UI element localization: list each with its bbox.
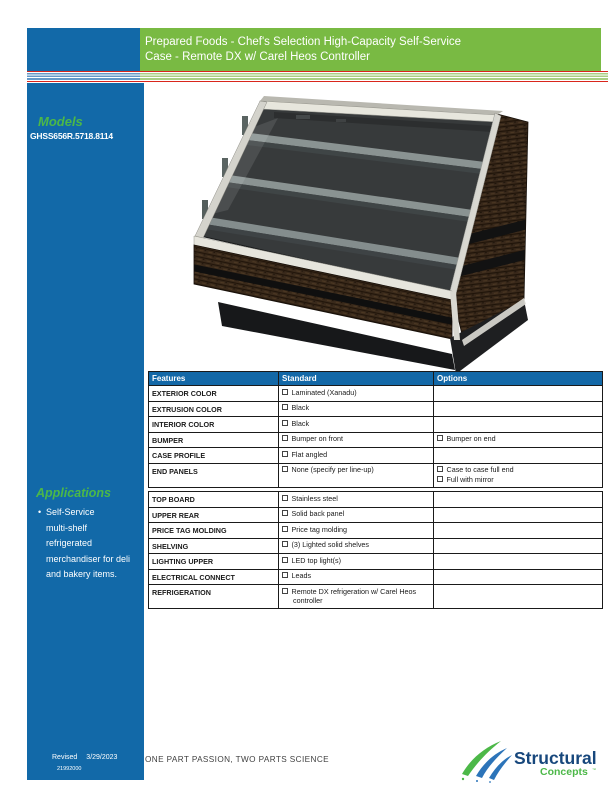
page-title-line2: Case - Remote DX w/ Carel Heos Controller [145, 51, 370, 63]
standard-cell [279, 448, 434, 464]
option-text: LED top light(s) [291, 555, 342, 565]
checkbox-icon [282, 588, 288, 594]
table-header-row [149, 372, 603, 386]
feature-cell: UPPER REAR [149, 507, 279, 523]
standard-cell [279, 569, 434, 585]
standard-cell [279, 417, 434, 433]
table-row [149, 492, 603, 508]
column-header-standard: Standard [279, 372, 434, 386]
feature-cell: CASE PROFILE [149, 448, 279, 464]
header-blue-block [27, 28, 140, 71]
feature-cell: LIGHTING UPPER [149, 554, 279, 570]
standard-cell [279, 538, 434, 554]
options-cell [434, 523, 603, 539]
table-row [149, 585, 603, 609]
checkbox-icon [437, 435, 443, 441]
logo-swoosh-icon [462, 741, 512, 783]
application-line: Self-Service [46, 507, 95, 517]
checkbox-icon [282, 420, 288, 426]
feature-cell: SHELVING [149, 538, 279, 554]
feature-cell: END PANELS [149, 463, 279, 488]
option-text: (3) Lighted solid shelves [291, 540, 370, 550]
bullet-icon: • [38, 507, 42, 517]
revised-line [52, 754, 117, 761]
standard-cell [279, 507, 434, 523]
checkbox-icon [282, 572, 288, 578]
option-text: Case to case full end [446, 465, 514, 474]
option-text: Price tag molding [291, 524, 348, 534]
product-illustration [186, 88, 552, 374]
options-cell [434, 417, 603, 433]
sidebar [27, 83, 144, 780]
standard-cell [279, 585, 434, 609]
options-cell [434, 492, 603, 508]
option-text: Black [291, 418, 310, 428]
checkbox-icon [282, 404, 288, 410]
option-text: Laminated (Xanadu) [291, 387, 357, 397]
applications-item [38, 505, 138, 583]
feature-cell: EXTERIOR COLOR [149, 386, 279, 402]
option-text: Full with mirror [446, 475, 494, 485]
checkbox-icon [282, 541, 288, 547]
options-cell [434, 538, 603, 554]
checkbox-icon [437, 476, 443, 482]
column-header-options: Options [434, 372, 603, 386]
applications-heading: Applications [36, 486, 112, 500]
feature-cell: REFRIGERATION [149, 585, 279, 609]
feature-cell: INTERIOR COLOR [149, 417, 279, 433]
features-table-2 [148, 491, 603, 609]
structural-concepts-logo [456, 741, 604, 783]
option-text: Remote DX refrigeration w/ Carel Heos controller [291, 586, 417, 606]
standard-cell [279, 463, 434, 488]
stripe-segment-blue [27, 72, 140, 81]
table-row [149, 448, 603, 464]
option-text: Flat angled [291, 449, 328, 459]
checkbox-icon [437, 466, 443, 472]
features-section [148, 371, 602, 609]
checkbox-icon [282, 435, 288, 441]
table-row [149, 401, 603, 417]
standard-cell [279, 401, 434, 417]
table-row [149, 523, 603, 539]
application-line: and bakery items. [46, 569, 118, 579]
table-row [149, 463, 603, 488]
stripe-segment-green [140, 72, 608, 81]
feature-cell: EXTRUSION COLOR [149, 401, 279, 417]
checkbox-icon [282, 557, 288, 563]
table-row [149, 386, 603, 402]
revised-date: 3/29/2023 [86, 754, 118, 761]
option-text: Solid back panel [291, 509, 345, 519]
options-cell [434, 507, 603, 523]
table-row [149, 507, 603, 523]
options-cell [434, 448, 603, 464]
options-cell [434, 386, 603, 402]
feature-cell: BUMPER [149, 432, 279, 448]
checkbox-icon [282, 510, 288, 516]
page-title [140, 28, 601, 71]
table-row [149, 538, 603, 554]
checkbox-icon [282, 451, 288, 457]
standard-cell [279, 386, 434, 402]
application-line: refrigerated [46, 538, 93, 548]
table-row [149, 554, 603, 570]
feature-cell: PRICE TAG MOLDING [149, 523, 279, 539]
feature-cell: ELECTRICAL CONNECT [149, 569, 279, 585]
logo-text-secondary: Concepts [540, 766, 588, 778]
standard-cell [279, 432, 434, 448]
checkbox-icon [282, 526, 288, 532]
options-cell [434, 554, 603, 570]
footer-tagline: ONE PART PASSION, TWO PARTS SCIENCE [145, 755, 329, 764]
option-text: Leads [291, 571, 312, 581]
logo-text-primary: Structural [514, 748, 597, 768]
model-number: GHSS656R.5718.8114 [30, 131, 113, 141]
column-header-features: Features [149, 372, 279, 386]
standard-cell [279, 523, 434, 539]
application-lines [46, 505, 130, 583]
table-row [149, 417, 603, 433]
option-text: Black [291, 403, 310, 412]
options-cell [434, 463, 603, 488]
standard-cell [279, 492, 434, 508]
option-text: Stainless steel [291, 493, 338, 503]
standard-cell [279, 554, 434, 570]
table-row [149, 432, 603, 448]
page-title-line1: Prepared Foods - Chef's Selection High-Capacity Self-Service [145, 36, 462, 48]
header-stripe-divider [27, 71, 608, 82]
features-table-1 [148, 371, 603, 488]
options-cell [434, 401, 603, 417]
logo-trademark: ™ [592, 767, 596, 772]
document-number: 21992000 [57, 765, 82, 772]
checkbox-icon [282, 389, 288, 395]
checkbox-icon [282, 495, 288, 501]
option-text: Bumper on end [446, 434, 496, 443]
models-heading: Models [38, 114, 83, 129]
application-line: merchandiser for deli [46, 553, 131, 564]
options-cell [434, 432, 603, 448]
options-cell [434, 585, 603, 609]
revised-label: Revised [52, 754, 78, 761]
options-cell [434, 569, 603, 585]
option-text: Bumper on front [291, 434, 344, 443]
checkbox-icon [282, 466, 288, 472]
option-text: None (specify per line-up) [291, 465, 374, 474]
feature-cell: TOP BOARD [149, 492, 279, 508]
application-line: multi-shelf [46, 522, 88, 533]
table-row [149, 569, 603, 585]
